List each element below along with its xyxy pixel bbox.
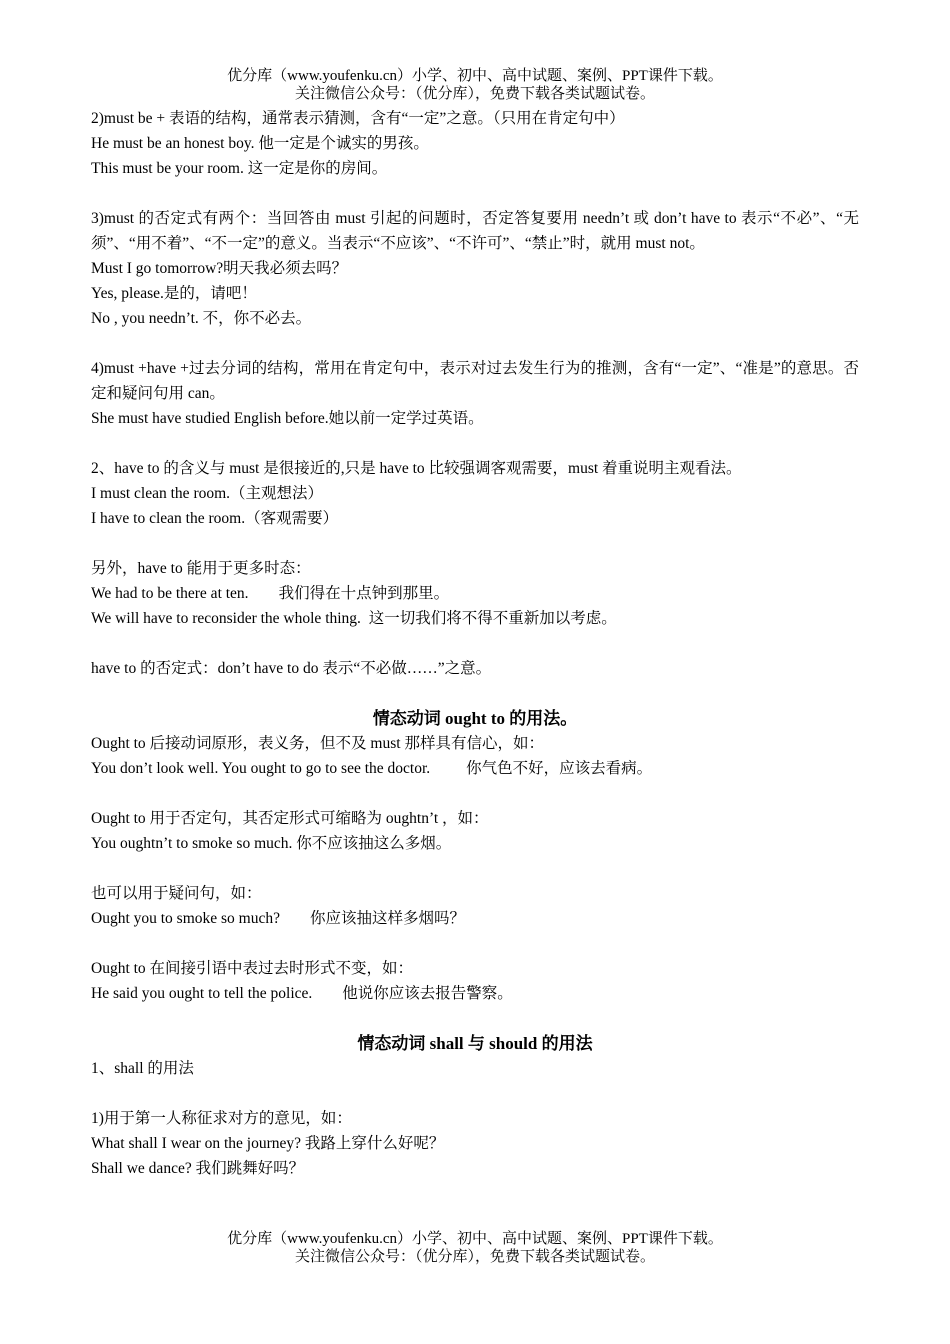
ought-to-question-rule: 也可以用于疑问句，如：	[91, 885, 262, 902]
paragraph-gap	[91, 431, 859, 456]
must-negative-rule: 3)must 的否定式有两个：当回答由 must 引起的问题时，否定答复要用 needn’t 或 don’t have to 表示“不必”、“无须”、“用不着”、“不一定”的意义。当表示“不应该”、“不许可”、“禁止”时，就用 must not。	[91, 210, 859, 252]
page-header	[0, 67, 950, 103]
ought-to-negative-rule: Ought to 用于否定句，其否定形式可缩略为 oughtn’t ，如：	[91, 810, 489, 827]
shall-first-person-rule: 1)用于第一人称征求对方的意见，如：	[91, 1110, 352, 1127]
example-sentence: This must be your room. 这一定是你的房间。	[91, 160, 388, 177]
example-sentence	[91, 756, 859, 781]
ought-to-reported-rule: Ought to 在间接引语中表过去时形式不变，如：	[91, 960, 414, 977]
shall-subheading: 1、shall 的用法	[91, 1060, 194, 1077]
example-sentence: He must be an honest boy. 他一定是个诚实的男孩。	[91, 135, 429, 152]
example-sentence	[91, 981, 859, 1006]
section-heading-shall-should: 情态动词 shall 与 should 的用法	[357, 1034, 593, 1053]
example-sentence: Shall we dance? 我们跳舞好吗？	[91, 1160, 305, 1177]
paragraph-gap	[91, 681, 859, 706]
header-line-1: 优分库（www.youfenku.cn）小学、初中、高中试题、案例、PPT课件下载。	[227, 68, 723, 84]
example-sentence: No , you needn’t. 不，你不必去。	[91, 310, 312, 327]
must-have-rule: 4)must +have +过去分词的结构，常用在肯定句中，表示对过去发生行为的推测，含有“一定”、“准是”的意思。否定和疑问句用 can。	[91, 360, 859, 402]
paragraph-gap	[91, 331, 859, 356]
have-to-rule: 2、have to 的含义与 must 是很接近的,只是 have to 比较强调客观需要，must 着重说明主观看法。	[91, 460, 742, 477]
must-be-rule: 2)must be + 表语的结构，通常表示猜测，含有“一定”之意。（只用在肯定句中）	[91, 110, 625, 127]
example-sentence	[91, 581, 859, 606]
paragraph-gap	[91, 1006, 859, 1031]
example-sentence: I must clean the room.（主观想法）	[91, 485, 324, 502]
header-line-2: 关注微信公众号：（优分库），免费下载各类试题试卷。	[294, 86, 655, 102]
example-sentence: She must have studied English before.她以前一定学过英语。	[91, 410, 484, 427]
paragraph-gap	[91, 531, 859, 556]
example-english: We had to be there at ten.	[91, 585, 249, 602]
example-sentence: Yes, please.是的，请吧！	[91, 285, 257, 302]
paragraph-gap	[91, 631, 859, 656]
example-chinese: 我们得在十点钟到那里。	[278, 585, 450, 602]
example-chinese: 这一切我们将不得不重新加以考虑。	[368, 610, 617, 627]
paragraph-gap	[91, 181, 859, 206]
footer-line-1: 优分库（www.youfenku.cn）小学、初中、高中试题、案例、PPT课件下载。	[227, 1231, 723, 1247]
example-sentence	[91, 906, 859, 931]
example-sentence	[91, 606, 859, 631]
example-english: You don’t look well. You ought to go to see the doctor.	[91, 760, 431, 777]
have-to-negative-rule: have to 的否定式：don’t have to do 表示“不必做……”之意。	[91, 660, 492, 677]
page-footer	[0, 1230, 950, 1266]
example-english: He said you ought to tell the police.	[91, 985, 313, 1002]
section-heading-ought-to: 情态动词 ought to 的用法。	[372, 709, 578, 728]
footer-line-2: 关注微信公众号：（优分库），免费下载各类试题试卷。	[294, 1249, 655, 1265]
ought-to-rule: Ought to 后接动词原形，表义务，但不及 must 那样具有信心，如：	[91, 735, 544, 752]
paragraph-gap	[91, 856, 859, 881]
example-sentence: You oughtn’t to smoke so much. 你不应该抽这么多烟。	[91, 835, 452, 852]
example-sentence: I have to clean the room.（客观需要）	[91, 510, 339, 527]
example-chinese: 你气色不好，应该去看病。	[466, 760, 653, 777]
example-english: We will have to reconsider the whole thing.	[91, 610, 361, 627]
paragraph-gap	[91, 931, 859, 956]
example-sentence: What shall I wear on the journey? 我路上穿什么好呢？	[91, 1135, 445, 1152]
example-chinese: 你应该抽这样多烟吗？	[310, 910, 466, 927]
paragraph-gap	[91, 1081, 859, 1106]
paragraph-gap	[91, 781, 859, 806]
example-chinese: 他说你应该去报告警察。	[342, 985, 513, 1002]
example-sentence: Must I go tomorrow?明天我必须去吗？	[91, 260, 348, 277]
have-to-tense-rule: 另外，have to 能用于更多时态：	[91, 560, 311, 577]
document-body	[91, 106, 859, 1181]
example-english: Ought you to smoke so much?	[91, 910, 280, 927]
